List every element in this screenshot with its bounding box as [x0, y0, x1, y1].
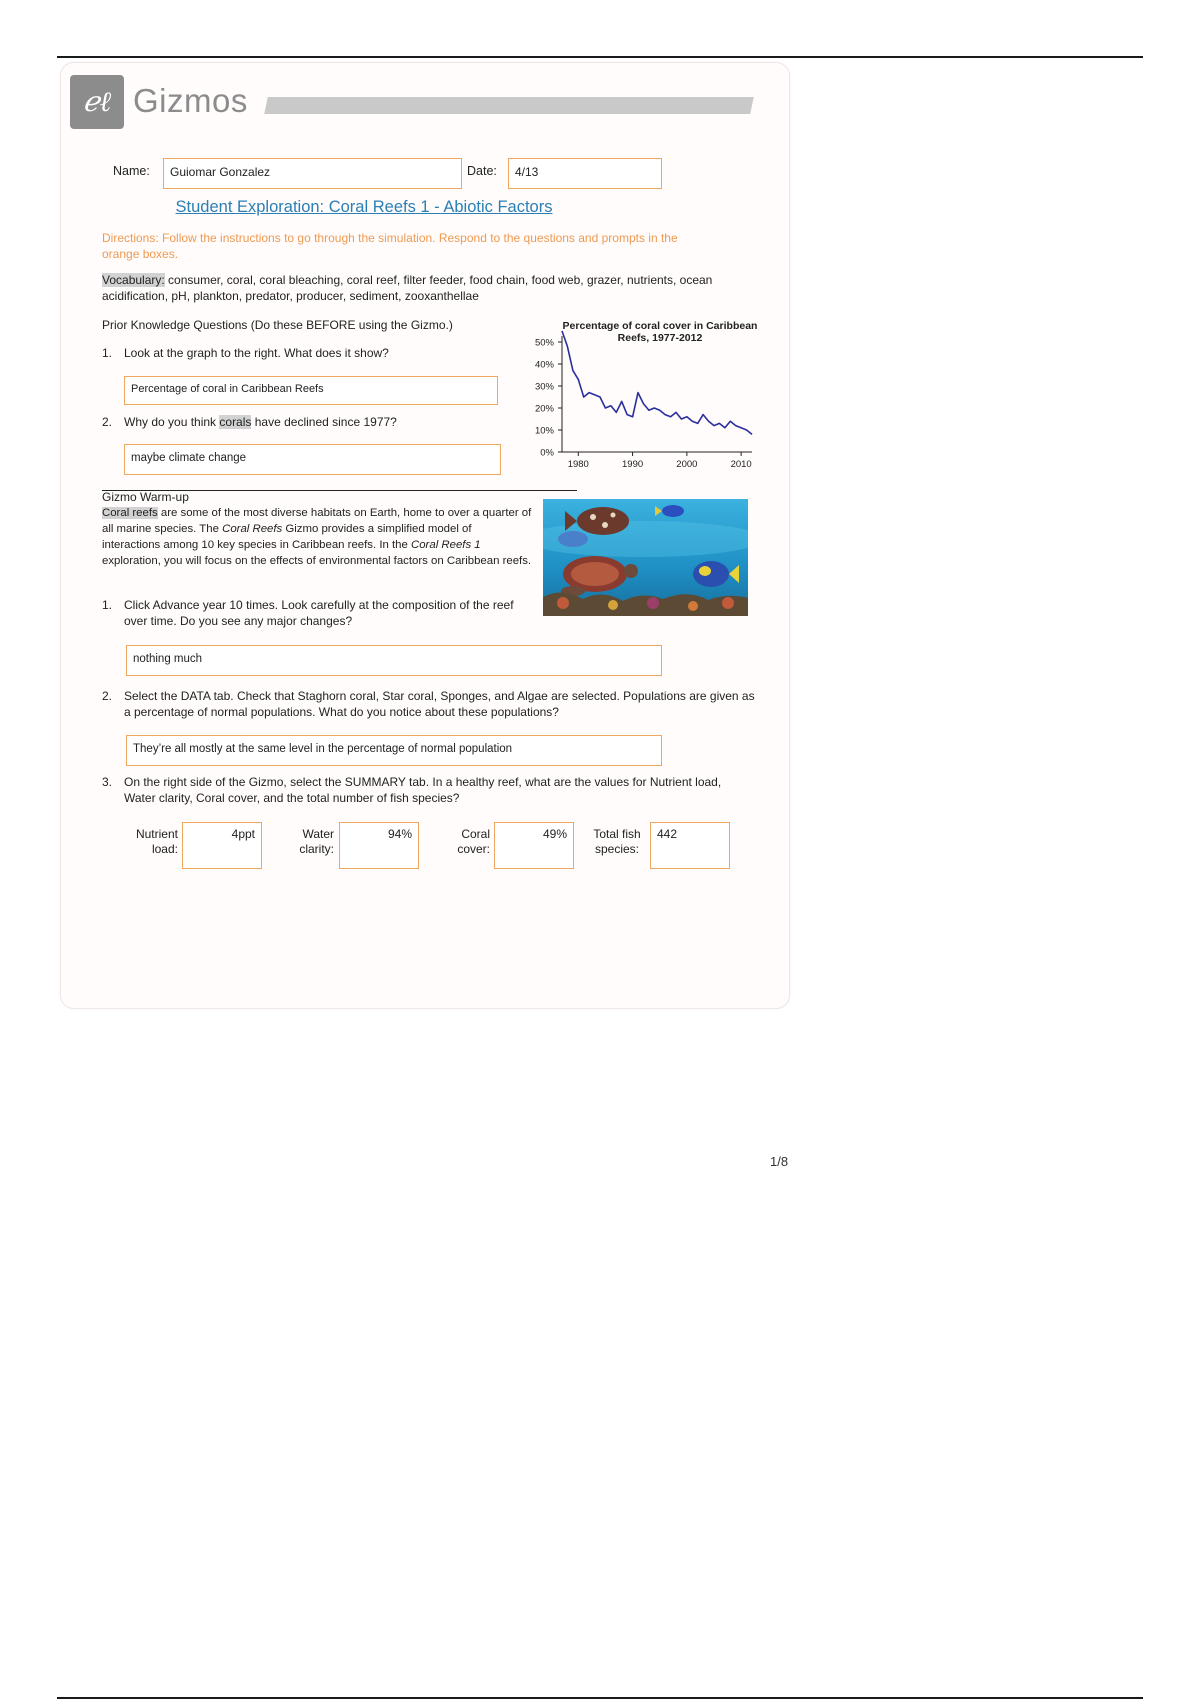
bottom-rule: [57, 1697, 1143, 1699]
warmup-q1-number: 1.: [102, 598, 113, 612]
warmup-q3-number: 3.: [102, 775, 113, 789]
vocabulary-list: consumer, coral, coral bleaching, coral reef, filter feeder, food chain, food web, grazer, nutrients, ocean acidification, pH, plankton, predator, producer, sediment, zooxanthellae: [102, 273, 713, 303]
prior-q2-highlight: corals: [219, 415, 252, 429]
warmup-q1-answer[interactable]: nothing much: [126, 645, 662, 676]
y-tick-label: 40%: [534, 359, 554, 371]
date-field[interactable]: 4/13: [508, 158, 662, 189]
prior-q2-post: have declined since 1977?: [251, 415, 397, 429]
page-number: 1/8: [770, 1154, 789, 1169]
warmup-q2-text: Select the DATA tab. Check that Staghorn coral, Star coral, Sponges, and Algae are selected. Populations are given as a percentage of normal populations. What do you notice about these populations?: [124, 689, 755, 719]
coral-cover-label: Coral cover:: [457, 827, 490, 856]
y-tick-label: 10%: [534, 425, 554, 437]
total-fish-field[interactable]: 442: [650, 822, 730, 869]
y-tick-label: 0%: [540, 447, 554, 459]
x-tick-label: 2000: [676, 459, 698, 470]
prior-q1-text: Look at the graph to the right. What does it show?: [124, 346, 389, 360]
prior-q2-text: [124, 414, 504, 430]
prior-q2-answer[interactable]: maybe climate change: [124, 444, 501, 475]
warmup-intro-part1: are some of the most diverse habitats on Earth, home to over a quarter of all marine species. The: [102, 507, 532, 535]
vocabulary-text: [102, 272, 742, 304]
prior-q2-number: 2.: [102, 415, 113, 429]
warmup-q2-number: 2.: [102, 689, 113, 703]
gizmos-logo-icon: ℯℓ: [70, 75, 124, 129]
coral-cover-field[interactable]: 49%: [494, 822, 574, 869]
date-label: Date:: [467, 164, 497, 178]
y-tick-label: 50%: [534, 337, 554, 349]
prior-q2-pre: Why do you think: [124, 415, 220, 429]
name-field[interactable]: Guiomar Gonzalez: [163, 158, 462, 189]
directions-text: Directions: Follow the instructions to go through the simulation. Respond to the questions and prompts in the orange boxes.: [102, 231, 678, 261]
gizmos-logo-text: Gizmos: [133, 82, 248, 119]
prior-knowledge-heading: Prior Knowledge Questions (Do these BEFORE using the Gizmo.): [102, 318, 453, 332]
warmup-intro-highlight: Coral reefs: [102, 507, 158, 519]
nutrient-load-label: Nutrient load:: [135, 827, 178, 856]
water-clarity-field[interactable]: 94%: [339, 822, 419, 869]
water-clarity-label: Water clarity:: [299, 827, 334, 856]
x-tick-label: 1990: [622, 459, 644, 470]
x-tick-label: 1980: [567, 459, 589, 470]
warmup-q3-text: On the right side of the Gizmo, select the SUMMARY tab. In a healthy reef, what are the values for Nutrient load, Water clarity, Coral cover, and the total number of fish species?: [124, 775, 722, 805]
top-rule: [57, 56, 1143, 58]
nutrient-load-field[interactable]: 4ppt: [182, 822, 262, 869]
header-bar: [264, 97, 754, 114]
name-label: Name:: [113, 164, 150, 178]
chart-title: Percentage of coral cover in Caribbean Reefs, 1977-2012: [562, 320, 758, 344]
warmup-q2-answer[interactable]: They’re all mostly at the same level in the percentage of normal population: [126, 735, 662, 766]
total-fish-label: Total fish species:: [593, 827, 641, 856]
prior-q1-answer[interactable]: Percentage of coral in Caribbean Reefs: [124, 376, 498, 405]
warmup-intro-part2: Gizmo provides a simplified model of interactions among 10 key species in Caribbean reefs. In the: [102, 523, 472, 551]
warmup-q1-text: Click Advance year 10 times. Look carefully at the composition of the reef over time. Do you see any major changes?: [124, 598, 514, 628]
x-tick-label: 2010: [730, 459, 752, 470]
warmup-intro-italic2: Coral Reefs 1: [411, 539, 481, 551]
warmup-heading: Gizmo Warm-up: [102, 490, 189, 504]
coral-cover-line: [562, 331, 752, 434]
page-title: Student Exploration: Coral Reefs 1 - Abiotic Factors: [175, 198, 553, 216]
coral-reef-photo: [543, 499, 748, 616]
coral-cover-chart: [520, 318, 760, 478]
prior-q1-number: 1.: [102, 346, 113, 360]
y-tick-label: 30%: [534, 381, 554, 393]
warmup-intro-part3: exploration, you will focus on the effects of environmental factors on Caribbean reefs.: [102, 555, 532, 567]
warmup-intro-italic1: Coral Reefs: [222, 523, 283, 535]
warmup-intro: [102, 505, 532, 569]
y-tick-label: 20%: [534, 403, 554, 415]
vocabulary-label: Vocabulary:: [102, 273, 165, 287]
